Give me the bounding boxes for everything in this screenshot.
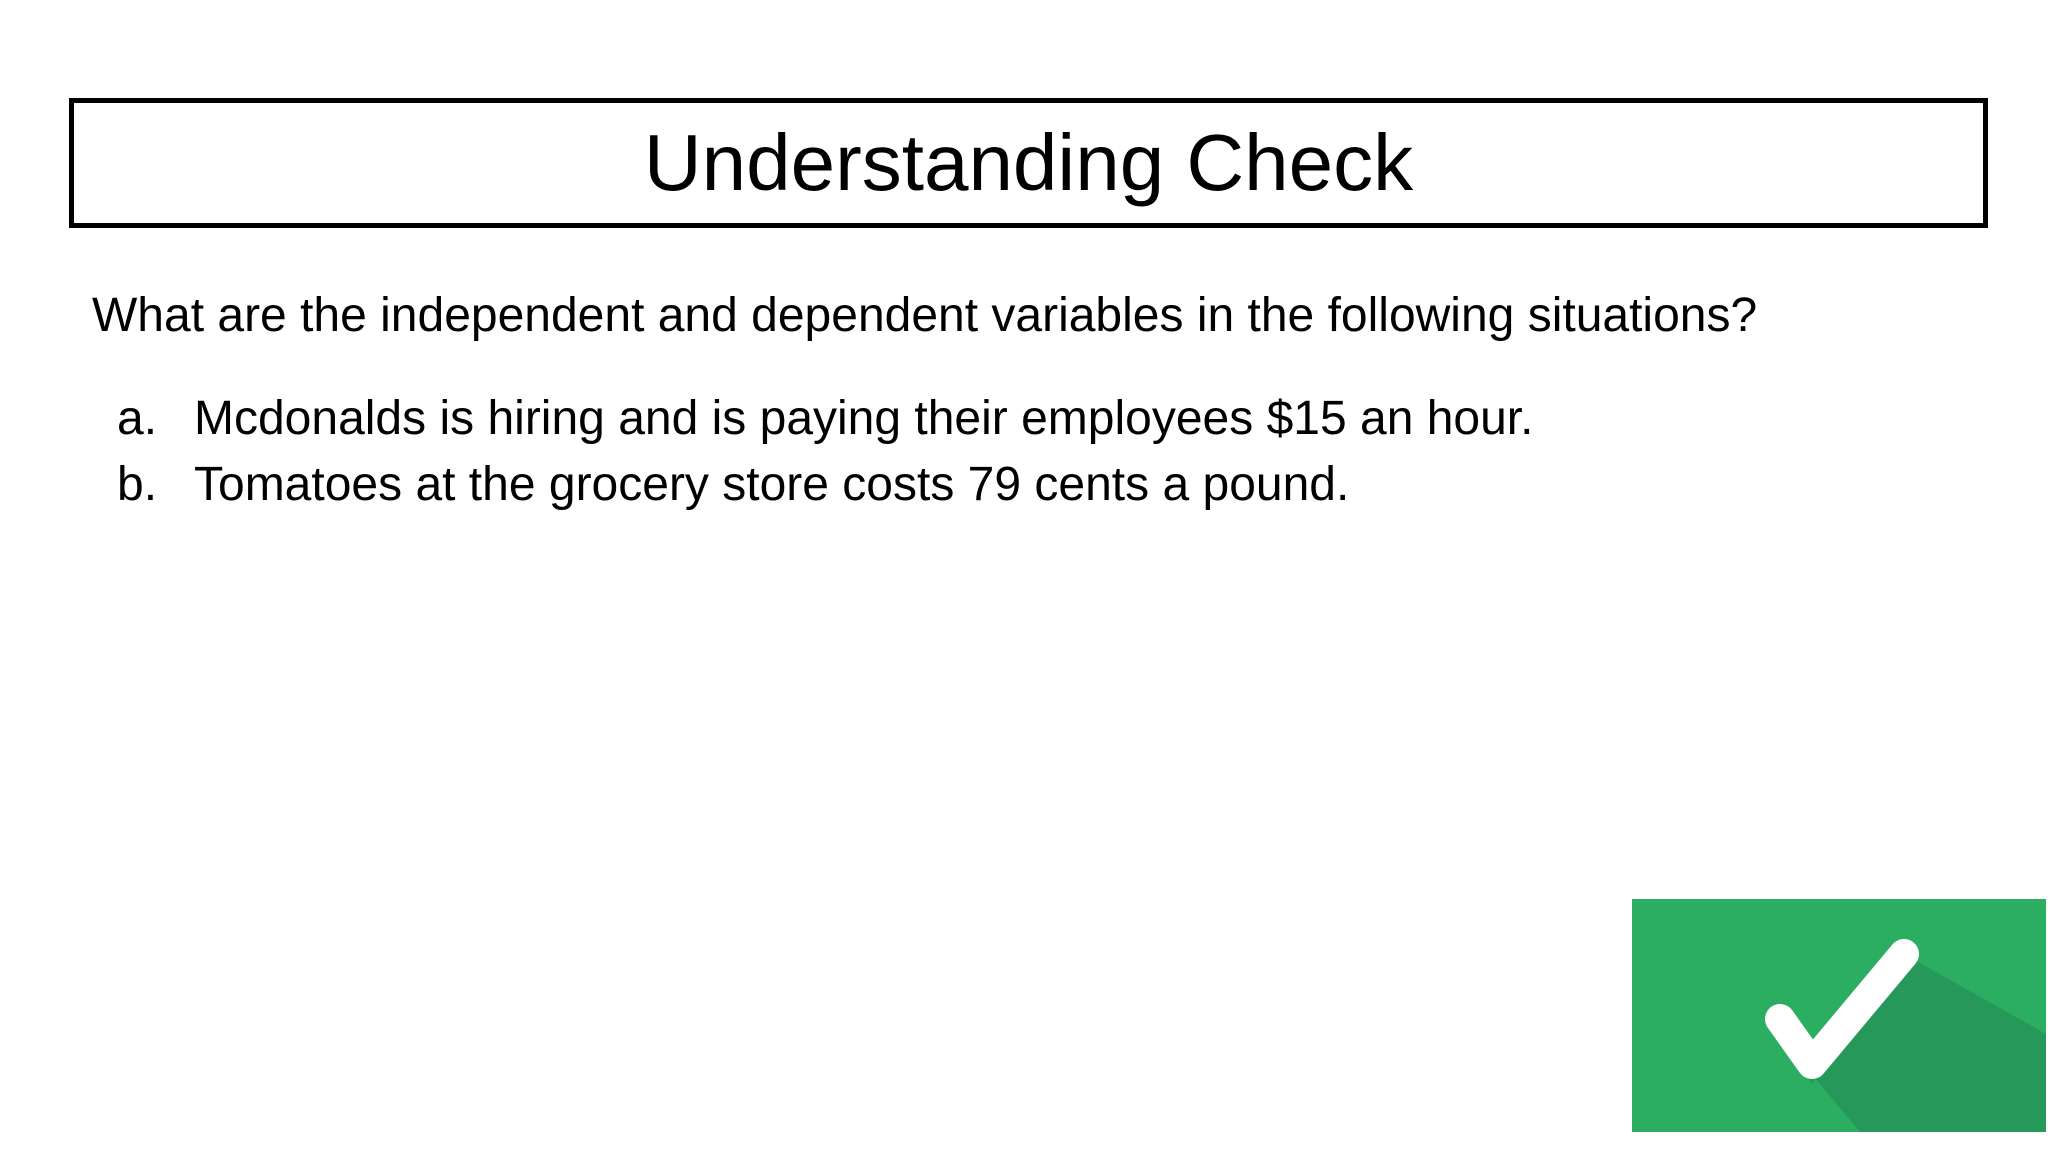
list-item-text: Mcdonalds is hiring and is paying their employees $15 an hour. bbox=[194, 392, 1534, 445]
situation-list bbox=[117, 386, 1533, 518]
checkmark-icon bbox=[1632, 899, 2046, 1132]
list-item-text: Tomatoes at the grocery store costs 79 cents a pound. bbox=[194, 458, 1350, 511]
list-marker: a. bbox=[117, 392, 158, 445]
question-text: What are the independent and dependent variables in the following situations? bbox=[92, 289, 1758, 342]
list-item bbox=[117, 452, 1533, 518]
checkmark-badge bbox=[1632, 899, 2046, 1132]
list-marker: b. bbox=[117, 458, 158, 511]
title-box bbox=[69, 98, 1988, 228]
slide-title: Understanding Check bbox=[643, 118, 1414, 207]
list-item bbox=[117, 386, 1533, 452]
